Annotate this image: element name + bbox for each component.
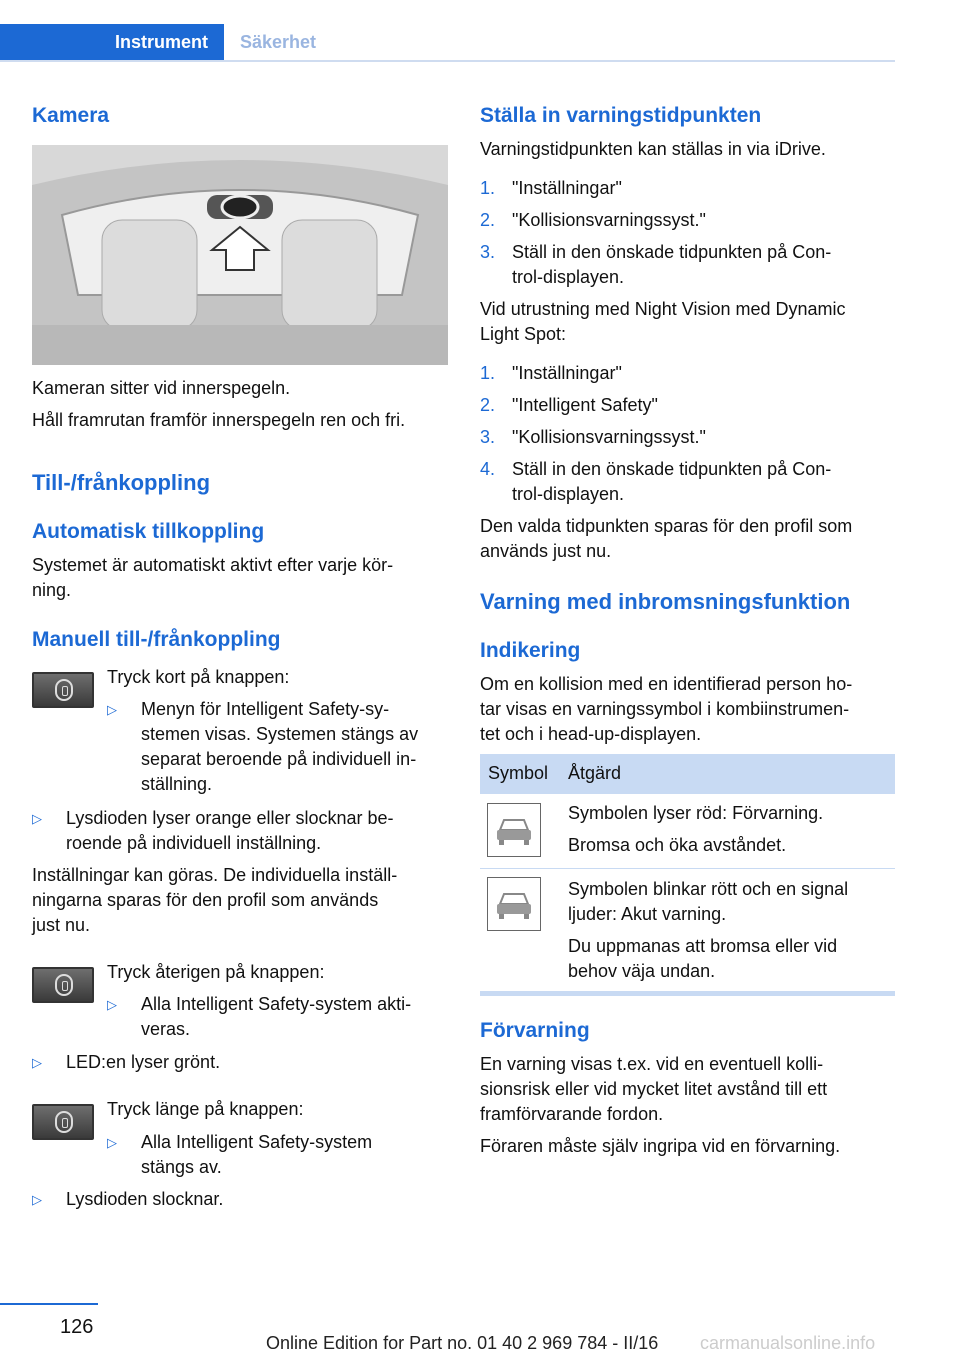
all-active-text-1: Alla Intelligent Safety-system akti- [141,994,412,1014]
footer-rule [0,1303,98,1305]
tab-instrument[interactable]: Instrument [0,24,224,60]
bullet-triangle-icon: ▷ [32,1192,42,1207]
list-number: 3. [480,427,496,447]
all-off-text-2: stängs av. [141,1157,222,1177]
bullet-triangle-icon: ▷ [107,1135,117,1150]
auto-heading: Automatisk tillkoppling [32,520,265,543]
row2-text-a1: Symbolen blinkar rött och en signal [568,879,849,899]
safety-button-image-3 [32,1104,94,1140]
led-text-2: roende på individuell inställning. [66,833,322,853]
press-again-text: Tryck återigen på knappen: [107,962,325,982]
tab-sakerhet[interactable]: Säkerhet [240,31,317,52]
all-active-text-2: veras. [141,1019,191,1039]
ind-text-1: Om en kollision med en identifierad person ho- [480,674,853,694]
watermark: carmanualsonline.info [700,1333,876,1353]
row1-text-a: Symbolen lyser röd: Förvarning. [568,803,824,823]
safety-icon [55,679,73,701]
led-green-text: LED:en lyser grönt. [66,1052,221,1072]
settings-text-1: Inställningar kan göras. De individuella inställ- [32,865,398,885]
safety-button-image-2 [32,967,94,1003]
col-action: Åtgärd [568,763,622,783]
list-text: "Kollisionsvarningssyst." [512,210,706,230]
list2-item-1 [480,361,622,386]
press-long-text: Tryck länge på knappen: [107,1099,304,1119]
table-bottom-rule [480,991,895,996]
list-text: "Intelligent Safety" [512,395,658,415]
pre-text-4: Föraren måste själv ingripa vid en förvarning. [480,1136,841,1156]
list-text: "Inställningar" [512,363,622,383]
car-warning-icon [487,877,541,931]
list2-item-2 [480,393,658,418]
pre-text-1: En varning visas t.ex. vid en eventuell kolli- [480,1054,824,1074]
safety-icon [55,974,73,996]
car-front-icon [488,878,540,930]
list1-item-2 [480,208,706,233]
bullet-triangle-icon: ▷ [32,811,42,826]
list1-item-3 [480,240,831,265]
pre-text-3: framförvarande fordon. [480,1104,664,1124]
menu-text-1: Menyn för Intelligent Safety-sy- [141,699,390,719]
edition-text: Online Edition for Part no. 01 40 2 969 784 - II/16 [266,1333,659,1353]
settings-text-3: just nu. [32,915,91,935]
row2-text-b2: behov väja undan. [568,961,716,981]
bullet-triangle-icon: ▷ [107,997,117,1012]
onoff-heading: Till-/frånkoppling [32,470,211,495]
led-off-text: Lysdioden slocknar. [66,1189,224,1209]
saved-text-1: Den valda tidpunkten sparas för den profil som [480,516,853,536]
nv-text-2: Light Spot: [480,324,567,344]
bullet-triangle-icon: ▷ [32,1055,42,1070]
ind-text-3: tet och i head-up-displayen. [480,724,702,744]
led-text-1: Lysdioden lyser orange eller slocknar be- [66,808,394,828]
nv-text-1: Vid utrustning med Night Vision med Dynamic [480,299,846,319]
camera-text-1: Kameran sitter vid innerspegeln. [32,378,291,398]
bullet-triangle-icon: ▷ [107,702,117,717]
safety-button-image-1 [32,672,94,708]
page-number: 126 [60,1316,94,1338]
menu-text-4: ställning. [141,774,213,794]
list-text: "Inställningar" [512,178,622,198]
all-off-text-1: Alla Intelligent Safety-system [141,1132,373,1152]
camera-heading: Kamera [32,104,110,127]
pre-text-2: sionsrisk eller vid mycket litet avstånd till ett [480,1079,828,1099]
chapter-tabs [0,24,895,62]
car-front-icon [488,804,540,856]
car-interior-illustration [32,145,448,365]
camera-photo [32,145,448,365]
list-text: Ställ in den önskade tidpunkten på Con- [512,242,832,262]
row2-text-b1: Du uppmanas att bromsa eller vid [568,936,838,956]
tab-divider [0,60,895,62]
list-text: Ställ in den önskade tidpunkten på Con- [512,459,832,479]
row2-text-a2: ljuder: Akut varning. [568,904,727,924]
warn-text: Varningstidpunkten kan ställas in via iDrive. [480,139,826,159]
saved-text-2: används just nu. [480,541,612,561]
ind-heading: Indikering [480,639,581,662]
press-short-text: Tryck kort på knappen: [107,667,290,687]
row1-text-b: Bromsa och öka avståndet. [568,835,787,855]
menu-text-3: separat beroende på individuell in- [141,749,417,769]
ind-text-2: tar visas en varningssymbol i kombiinstrumen- [480,699,850,719]
settings-text-2: ningarna sparas för den profil som används [32,890,379,910]
auto-text-2: ning. [32,580,72,600]
list1-item-1 [480,176,622,201]
list-number: 1. [480,178,496,198]
pre-heading: Förvarning [480,1019,590,1042]
safety-icon [55,1111,73,1133]
auto-text-1: Systemet är automatiskt aktivt efter varje kör- [32,555,394,575]
table-header [480,754,895,794]
list-number: 2. [480,210,496,230]
camera-text-2: Håll framrutan framför innerspegeln ren och fri. [32,410,406,430]
list2-item-3 [480,425,706,450]
list2-item-4 [480,457,831,482]
manual-heading: Manuell till-/frånkoppling [32,628,281,651]
list2-cont: trol-displayen. [512,484,625,504]
list-number: 2. [480,395,496,415]
list-number: 3. [480,242,496,262]
list-number: 1. [480,363,496,383]
list1-cont: trol-displayen. [512,267,625,287]
brake-heading: Varning med inbromsningsfunktion [480,589,851,614]
car-warning-icon [487,803,541,857]
list-number: 4. [480,459,496,479]
warn-heading: Ställa in varningstidpunkten [480,104,762,127]
list-text: "Kollisionsvarningssyst." [512,427,706,447]
menu-text-2: stemen visas. Systemen stängs av [141,724,419,744]
table-divider [480,868,895,869]
col-symbol: Symbol [488,763,549,783]
